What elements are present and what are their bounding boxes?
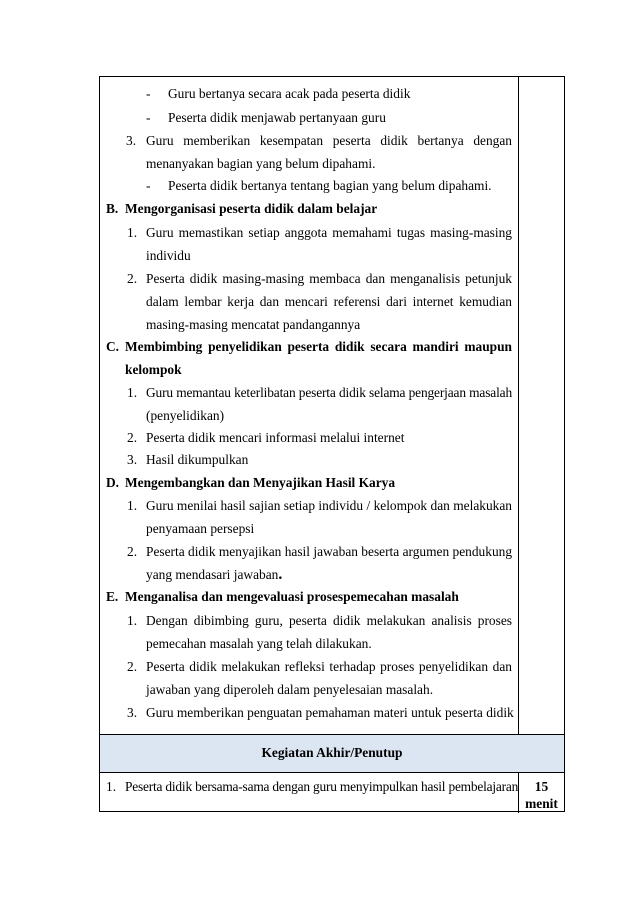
item-number: 3. [127,705,138,720]
item-text: Guru memberikan penguatan pemahaman materi untuk peserta didik [146,705,514,720]
item-text: Peserta didik bersama-sama dengan guru menyimpulkan hasil pembelajaran [125,779,519,794]
item-text: dalam lembar kerja dan mencari referensi dari internet kemudian [146,294,512,309]
activity-table [99,76,565,812]
row-divider-2 [100,772,564,773]
item-text: Guru bertanya secara acak pada peserta didik [168,86,411,101]
item-text [146,567,282,583]
bullet-dash: - [146,178,151,193]
item-text: Peserta didik mencari informasi melalui internet [146,430,405,445]
section-letter: C. [106,339,120,354]
time-value: 15 [534,779,549,794]
item-number: 1. [127,385,138,400]
item-text: Guru memastikan setiap anggota memahami tugas masing-masing [146,225,512,240]
section-letter: B. [106,201,119,216]
bullet-dash: - [146,86,151,101]
closing-header: Kegiatan Akhir/Penutup [261,745,403,760]
section-heading: Mengorganisasi peserta didik dalam belajar [125,201,378,216]
section-heading: kelompok [125,362,182,377]
item-number: 3. [126,133,137,148]
time-unit: menit [525,796,558,811]
item-text: Guru menilai hasil sajian setiap individu / kelompok dan melakukan [146,498,512,513]
item-text: Guru memberikan kesempatan peserta didik bertanya dengan [146,133,512,148]
item-number: 1. [106,779,117,794]
item-text: penyamaan persepsi [146,521,255,536]
item-text: masing-masing mencatat pandangannya [146,317,361,332]
section-heading: Menganalisa dan mengevaluasi prosespemecahan masalah [125,589,459,604]
section-letter: D. [106,475,120,490]
row-divider-1 [100,734,564,735]
item-text: pemecahan masalah yang telah dilakukan. [146,636,372,651]
item-number: 2. [127,430,138,445]
item-number: 1. [127,613,138,628]
item-number: 2. [127,544,138,559]
item-number: 2. [127,659,138,674]
time-column-divider-top [518,77,519,734]
item-text-period: . [278,566,283,583]
item-text: Hasil dikumpulkan [146,452,249,467]
item-text: Peserta didik masing-masing membaca dan menganalisis petunjuk [146,271,512,286]
section-heading: Mengembangkan dan Menyajikan Hasil Karya [125,475,396,490]
item-text: individu [146,248,191,263]
item-text: Peserta didik menyajikan hasil jawaban beserta argumen pendukung [146,544,513,559]
item-number: 2. [127,271,138,286]
item-number: 1. [127,225,138,240]
item-text: Dengan dibimbing guru, peserta didik melakukan analisis proses [146,613,512,628]
item-number: 1. [127,498,138,513]
item-text: menanyakan bagian yang belum dipahami. [146,156,376,171]
item-number: 3. [127,452,138,467]
item-text: jawaban yang diperoleh dalam penyelesaian masalah. [146,682,434,697]
section-letter: E. [106,589,119,604]
item-text: (penyelidikan) [146,408,225,423]
item-text: Peserta didik bertanya tentang bagian yang belum dipahami. [168,178,492,193]
item-text: Peserta didik melakukan refleksi terhadap proses penyelidikan dan [146,659,512,674]
item-text: Guru memantau keterlibatan peserta didik selama pengerjaan masalah [146,385,512,400]
item-text: Peserta didik menjawab pertanyaan guru [168,110,386,125]
section-heading: Membimbing penyelidikan peserta didik secara mandiri maupun [125,339,512,354]
item-text-body: yang mendasari jawaban [146,567,279,582]
bullet-dash: - [146,110,151,125]
